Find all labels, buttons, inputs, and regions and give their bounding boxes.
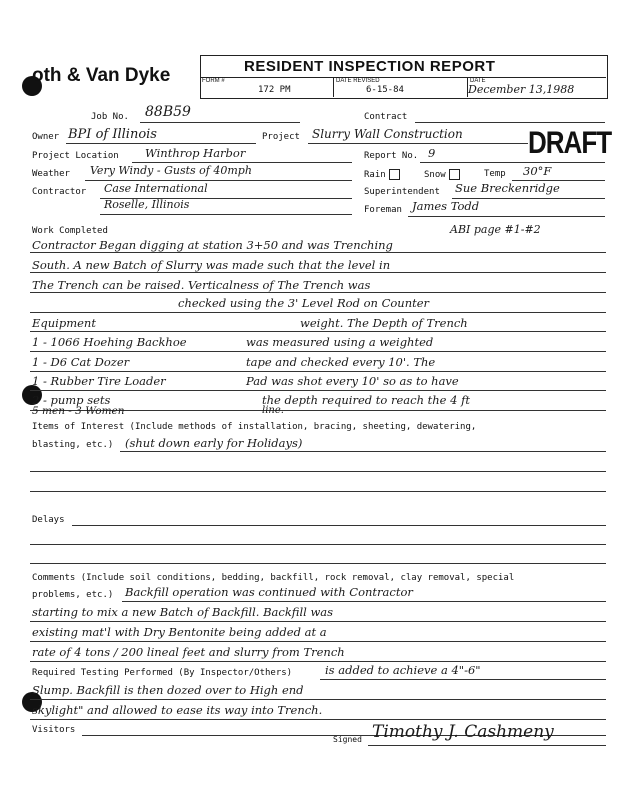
contract-line (415, 122, 605, 123)
work-text-line-10: line. (262, 405, 284, 416)
report-no-label: Report No. (364, 151, 419, 161)
equipment-item-4: 2 - pump sets (32, 393, 111, 407)
rain-checkbox[interactable] (389, 169, 400, 180)
testing-text-line-2: Slump. Backfill is then dozed over to High end (32, 683, 304, 697)
comments-text-line-2: starting to mix a new Batch of Backfill. Backfill was (32, 605, 334, 619)
date-revised-label: DATE REVISED (336, 78, 380, 84)
owner-label: Owner (32, 132, 60, 142)
contractor-label: Contractor (32, 187, 87, 197)
work-text-line-1: Contractor Began digging at station 3+50 and was Trenching (32, 238, 393, 252)
work-text-line-6: was measured using a weighted (246, 335, 434, 349)
report-no-value: 9 (428, 146, 436, 160)
work-text-line-8: Pad was shot every 10' so as to have (246, 374, 459, 388)
comments-label-2: problems, etc.) (32, 590, 114, 600)
work-completed-ref: ABI page #1-#2 (450, 223, 541, 236)
project-location-line (132, 162, 352, 163)
items-interest-value: (shut down early for Holidays) (125, 436, 303, 450)
visitors-label: Visitors (32, 725, 76, 735)
weather-label: Weather (32, 169, 70, 179)
comments-line-1 (30, 621, 606, 622)
comments-line-0 (122, 601, 606, 602)
job-no-value: 88B59 (145, 104, 191, 120)
work-text-line-2: South. A new Batch of Slurry was made such that the level in (32, 258, 391, 272)
report-no-line (420, 162, 605, 163)
draft-stamp: DRAFT (528, 124, 612, 160)
comments-line-3 (30, 661, 606, 662)
comments-text-line-4: rate of 4 tons / 200 lineal feet and slurry from Trench (32, 645, 345, 659)
temp-value: 30°F (523, 164, 552, 178)
date-value: December 13,1988 (468, 83, 575, 96)
job-no-label: Job No. (91, 112, 129, 122)
testing-text-line-3: skylight" and allowed to ease its way into Trench. (32, 703, 323, 717)
equipment-item-5: 5 men - 3 Women (32, 405, 125, 417)
contractor-value-1: Case International (104, 182, 208, 195)
items-interest-line-1 (30, 471, 606, 472)
testing-line-2 (30, 719, 606, 720)
weather-line (85, 180, 352, 181)
date-revised-value: 6-15-84 (366, 85, 404, 95)
signature-line (368, 745, 606, 746)
comments-text-line-1: Backfill operation was continued with Contractor (125, 585, 413, 599)
equipment-item-2: 1 - D6 Cat Dozer (32, 355, 130, 369)
contract-label: Contract (364, 112, 408, 122)
rain-label: Rain (364, 170, 386, 180)
contractor-value-2: Roselle, Illinois (104, 198, 190, 211)
items-interest-label-2: blasting, etc.) (32, 440, 114, 450)
project-line (308, 143, 528, 144)
superintendent-value: Sue Breckenridge (455, 181, 560, 195)
equipment-header: Equipment (32, 316, 96, 330)
delays-line-0 (72, 525, 606, 526)
superintendent-label: Superintendent (364, 187, 440, 197)
work-text-line-9: the depth required to reach the 4 ft (262, 393, 470, 407)
date-label: DATE (470, 78, 486, 84)
comments-line-2 (30, 641, 606, 642)
header-col-divider-1 (333, 77, 334, 97)
form-label: FORM # (202, 78, 225, 84)
delays-line-2 (30, 563, 606, 564)
foreman-label: Foreman (364, 205, 402, 215)
items-interest-line-0 (120, 451, 606, 452)
comments-text-line-3: existing mat'l with Dry Bentonite being added at a (32, 625, 327, 639)
equipment-item-1: 1 - 1066 Hoehing Backhoe (32, 335, 187, 349)
work-line-3 (30, 292, 606, 293)
project-label: Project (262, 132, 300, 142)
work-line-8 (30, 390, 606, 391)
project-value: Slurry Wall Construction (312, 127, 463, 141)
owner-value: BPI of Illinois (68, 127, 157, 142)
form-value: 172 PM (258, 85, 291, 95)
testing-line-0 (320, 679, 606, 680)
snow-label: Snow (424, 170, 446, 180)
delays-label: Delays (32, 515, 65, 525)
testing-line-1 (30, 699, 606, 700)
snow-checkbox[interactable] (449, 169, 460, 180)
work-text-line-3: The Trench can be raised. Verticalness of The Trench was (32, 278, 371, 292)
project-location-label: Project Location (32, 151, 119, 161)
rain-field (364, 169, 400, 180)
testing-label: Required Testing Performed (By Inspector/Others) (32, 668, 293, 678)
delays-line-1 (30, 544, 606, 545)
work-line-4 (30, 312, 606, 313)
work-text-line-7: tape and checked every 10'. The (246, 355, 436, 369)
work-line-5 (30, 331, 606, 332)
foreman-value: James Todd (412, 199, 480, 213)
work-text-line-4: checked using the 3' Level Rod on Counter (178, 296, 430, 310)
work-line-6 (30, 351, 606, 352)
snow-field (424, 169, 460, 180)
work-line-7 (30, 371, 606, 372)
work-line-2 (30, 272, 606, 273)
work-text-line-5: weight. The Depth of Trench (300, 316, 468, 330)
signature: Timothy J. Cashmeny (372, 722, 554, 742)
header-title-divider (200, 77, 606, 78)
job-no-line (140, 122, 300, 123)
testing-text-line-1: is added to achieve a 4"-6" (325, 663, 481, 677)
equipment-item-3: 1 - Rubber Tire Loader (32, 374, 166, 388)
contractor-line-2 (100, 214, 352, 215)
work-line-1 (30, 252, 606, 253)
weather-value: Very Windy - Gusts of 40mph (90, 164, 252, 177)
signed-label: Signed (333, 735, 362, 744)
temp-label: Temp (484, 169, 506, 179)
project-location-value: Winthrop Harbor (145, 146, 246, 160)
report-title: RESIDENT INSPECTION REPORT (244, 58, 496, 75)
owner-line (66, 143, 256, 144)
work-completed-label: Work Completed (32, 226, 108, 236)
items-interest-label-1: Items of Interest (Include methods of installation, bracing, sheeting, dewatering, (32, 422, 477, 432)
foreman-line (408, 216, 605, 217)
firm-name: oth & Van Dyke (32, 65, 171, 86)
comments-label-1: Comments (Include soil conditions, bedding, backfill, rock removal, clay removal, special (32, 573, 515, 583)
items-interest-line-2 (30, 491, 606, 492)
